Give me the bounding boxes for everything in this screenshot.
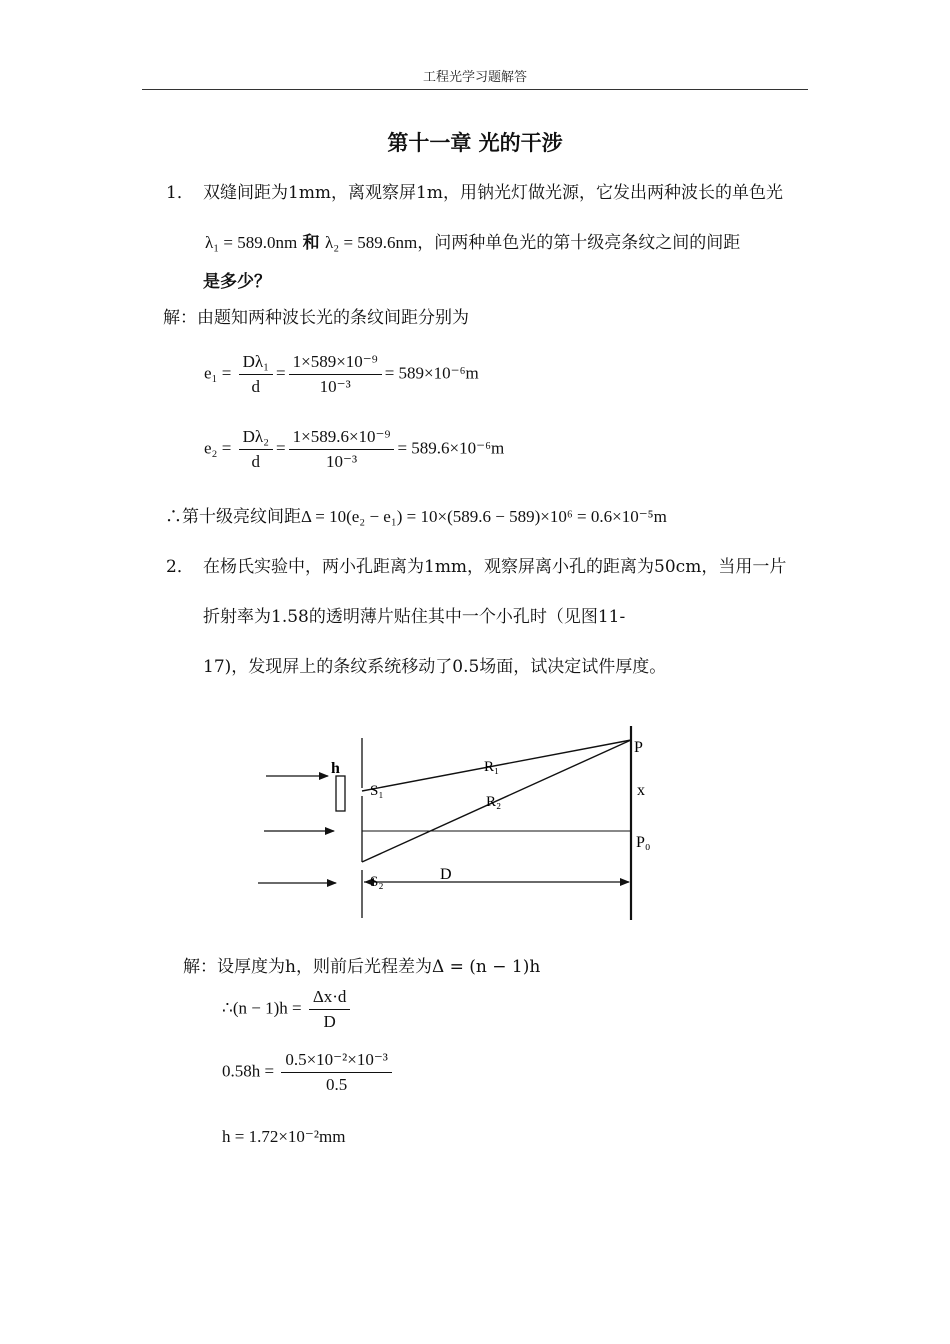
answer-2-intro: 解：设厚度为h，则前后光程差为Δ = (n − 1)h (183, 957, 541, 977)
equation-thickness-result: h = 1.72×10⁻²mm (222, 1127, 346, 1146)
eq1-fraction (309, 987, 351, 1032)
conclusion-text: ∴第十级亮纹间距 (165, 507, 301, 527)
label-x: x (637, 782, 645, 799)
equation-thickness-1 (222, 987, 353, 1032)
equation-e1: e₁ = $\frac{\text{Dλ₁}}{d}$ = $\frac{\text{1×589×10⁻⁹}}{\text{10⁻³}}$ = 589×10⁻⁶m (204, 352, 479, 396)
running-header: 工程光学习题解答 (422, 70, 527, 85)
equation-thickness-2 (222, 1050, 395, 1095)
e2-denominator-1: d (251, 452, 261, 471)
e1-result: = 589×10⁻⁶m (384, 363, 479, 383)
question-1-line-3: 是多少？ (203, 272, 271, 292)
e2-numerator-1: Dλ₂ (239, 427, 273, 450)
chapter-title: 第十一章 光的干涉 (387, 131, 563, 155)
eq2-lhs: 0.58h = (222, 1061, 279, 1081)
question-2-number: 2． (166, 557, 194, 577)
thin-film-plate (336, 776, 345, 811)
conclusion-math: Δ = 10(e₂ − e₁) = 10×(589.6 − 589)×10⁶ = 0.6×10⁻⁵m (301, 507, 667, 526)
lambda-1: λ₁ = 589.0nm (205, 233, 298, 252)
eq1-denominator: D (323, 1012, 336, 1031)
label-r1: R₁ (484, 759, 500, 775)
eq1-lhs: ∴(n − 1)h = (222, 998, 306, 1018)
equation-e2: e₂ = $\frac{\text{Dλ₂}}{d}$ = $\frac{\text{1×589.6×10⁻⁹}}{\text{10⁻³}}$ = 589.6×10⁻⁶m (204, 427, 505, 471)
e1-denominator-2: 10⁻³ (319, 377, 351, 396)
e2-lhs: e₂ = (204, 438, 236, 458)
label-h: h (331, 760, 340, 777)
label-r2: R₂ (486, 794, 502, 810)
question-1-number: 1． (166, 183, 194, 203)
e1-numerator-2: 1×589×10⁻⁹ (289, 352, 382, 375)
e1-denominator-1: d (251, 377, 261, 396)
question-1-line-2-rest: ，问两种单色光的第十级亮条纹之间的间距 (417, 233, 741, 253)
label-d: D (440, 866, 452, 883)
and-word: 和 (302, 233, 320, 253)
question-2-line-1: 在杨氏实验中，两小孔距离为1mm，观察屏离小孔的距离为50cm，当用一片 (203, 557, 787, 577)
eq2-denominator: 0.5 (326, 1075, 348, 1094)
label-p0: P₀ (636, 834, 651, 851)
eq1-numerator: Δx·d (309, 987, 351, 1010)
e2-denominator-2: 10⁻³ (325, 452, 358, 471)
lambda-2: λ₂ = 589.6nm (325, 233, 418, 252)
question-2-line-3: 17)，发现屏上的条纹系统移动了0.5场面，试决定试件厚度。 (203, 657, 667, 677)
label-s1: S₁ (370, 783, 384, 799)
question-1-line-1: 双缝间距为1mm，离观察屏1m，用钠光灯做光源，它发出两种波长的单色光 (203, 183, 783, 203)
eq2-numerator: 0.5×10⁻²×10⁻³ (281, 1050, 392, 1073)
eq2-fraction (281, 1050, 392, 1095)
e2-numerator-2: 1×589.6×10⁻⁹ (289, 427, 395, 450)
question-2-line-2: 折射率为1.58的透明薄片贴住其中一个小孔时（见图11- (203, 607, 626, 627)
e2-result: = 589.6×10⁻⁶m (397, 438, 505, 458)
e1-lhs: e₁ = (204, 363, 236, 383)
label-p: P (634, 739, 643, 756)
e1-numerator-1: Dλ₁ (239, 352, 273, 375)
label-s2: S₂ (370, 874, 384, 890)
answer-1-intro: 解：由题知两种波长光的条纹间距分别为 (163, 308, 469, 328)
